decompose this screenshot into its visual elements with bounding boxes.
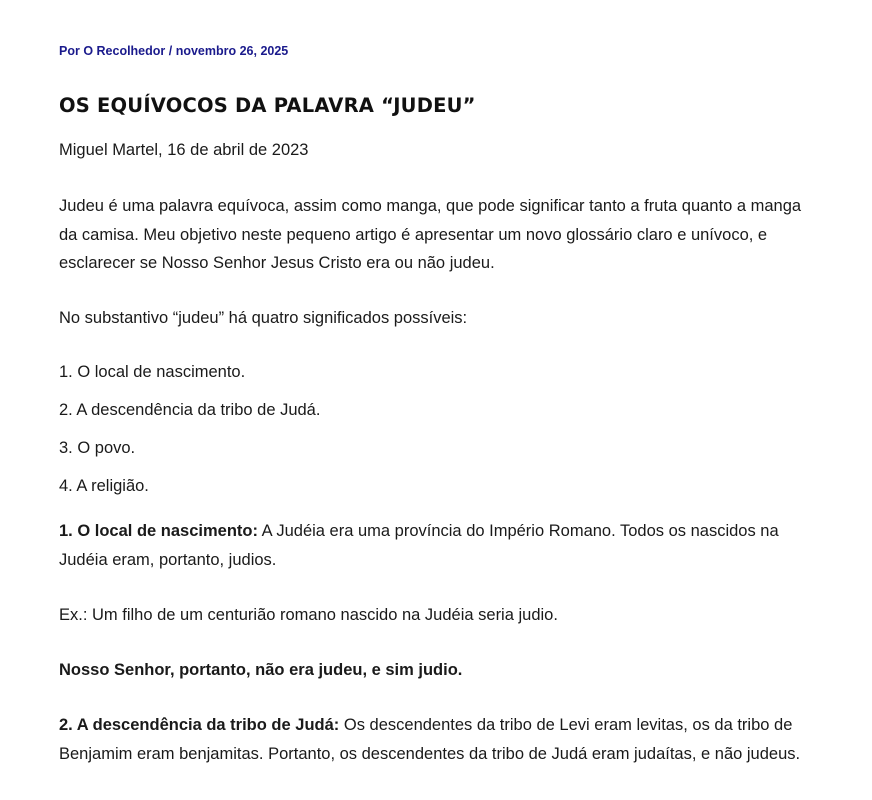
date-link[interactable]: novembro 26, 2025 xyxy=(175,44,289,58)
section1-paragraph xyxy=(59,517,819,574)
meta-separator: / xyxy=(165,44,176,58)
meaning-item-1: 1. O local de nascimento. xyxy=(59,363,246,381)
section2-paragraph xyxy=(59,711,819,768)
author-link[interactable]: O Recolhedor xyxy=(83,44,166,58)
meaning-item-3: 3. O povo. xyxy=(59,439,136,457)
section2-heading: 2. A descendência da tribo de Judá: xyxy=(59,716,340,734)
intro-paragraph: Judeu é uma palavra equívoca, assim como manga, que pode significar tanto a fruta quanto a manga da camisa. Meu objetivo neste pequeno artigo é apresentar um novo glossário claro e unívoco, e esclarecer se Nosso Senhor Jesus Cristo era ou não judeu. xyxy=(59,197,802,272)
section2-text: Os descendentes da tribo de Levi eram levitas, os da tribo de Benjamim eram benjamitas. Portanto, os descendentes da tribo de Judá eram judaítas, e não judeus. xyxy=(59,716,801,763)
conclusion1-paragraph: Nosso Senhor, portanto, não era judeu, e sim judio. xyxy=(59,661,463,679)
lead-paragraph: No substantivo “judeu” há quatro significados possíveis: xyxy=(59,309,468,327)
example1-paragraph: Ex.: Um filho de um centurião romano nascido na Judéia seria judio. xyxy=(59,606,558,624)
section1-heading: 1. O local de nascimento: xyxy=(59,522,258,540)
meta-by-prefix: Por xyxy=(59,44,84,58)
meaning-item-4: 4. A religião. xyxy=(59,477,149,495)
meaning-item-2: 2. A descendência da tribo de Judá. xyxy=(59,401,321,419)
byline: Miguel Martel, 16 de abril de 2023 xyxy=(59,141,309,159)
article-title: OS EQUÍVOCOS DA PALAVRA “JUDEU” xyxy=(59,94,476,117)
post-meta xyxy=(59,44,288,58)
section1-text: A Judéia era uma província do Império Romano. Todos os nascidos na Judéia eram, portanto, judios. xyxy=(59,522,779,569)
